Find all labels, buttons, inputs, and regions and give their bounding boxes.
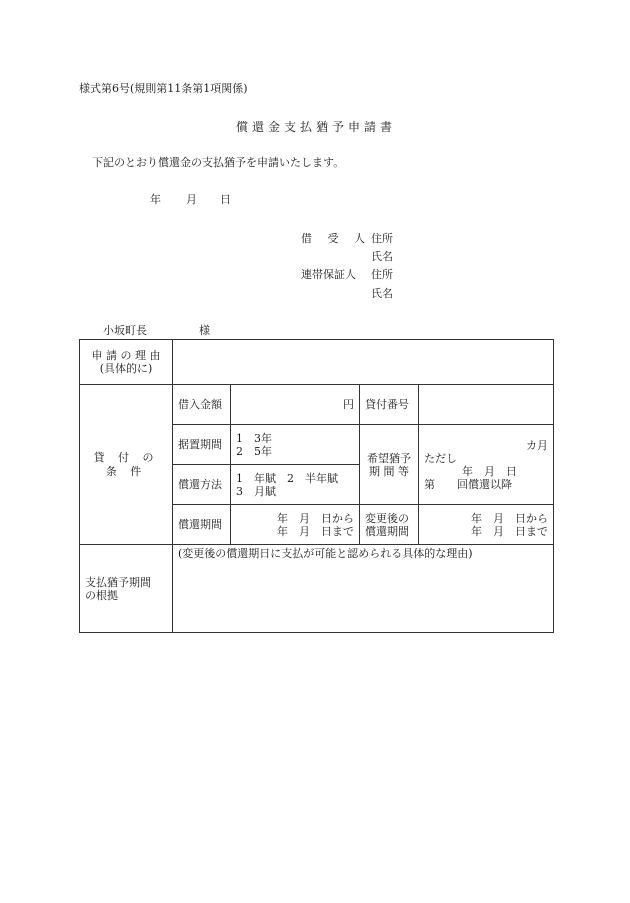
new-period-input[interactable]: [419, 505, 554, 545]
reason-row: [80, 340, 554, 385]
basis-note: (変更後の償還期日に支払が可能と認められる具体的な理由): [178, 547, 473, 560]
borrower-name-label: 氏名: [371, 250, 393, 263]
after-change-label-cell: [360, 505, 419, 545]
after-change-label: 変更後の: [365, 511, 409, 525]
repay-period-from: 年 月 日から: [277, 511, 354, 525]
basis-label-cell: [80, 545, 173, 633]
form-number: 様式第6号(規則第11条第1項関係): [79, 82, 248, 95]
borrower-label: 借 受 人: [301, 232, 371, 245]
desired-period-input[interactable]: [419, 425, 554, 505]
loan-amount-row: [80, 385, 554, 425]
date-day-label: 日: [220, 193, 231, 206]
months-unit: カ月: [526, 438, 548, 452]
reason-label-cell: [80, 340, 173, 385]
date-month-label: 月: [186, 193, 197, 206]
borrower-address-label: 住所: [371, 232, 393, 245]
document-title: 償還金支払猶予申請書: [236, 120, 397, 134]
desired-period-sub-label: 期 間 等: [369, 464, 409, 478]
reason-input-cell[interactable]: [173, 340, 554, 385]
addressee-name: 小坂町長: [103, 324, 147, 337]
deferment-options[interactable]: [231, 425, 360, 465]
conditions-label: 貸 付 の 条 件: [80, 385, 173, 545]
basis-sub-label: の根拠: [85, 588, 118, 602]
addressee-honorific: 様: [199, 324, 210, 337]
after-change-sub-label: 償還期間: [365, 524, 409, 538]
application-table: [79, 339, 554, 633]
repayment-ordinal-suffix: 回償還以降: [457, 477, 512, 491]
basis-input-cell[interactable]: [173, 545, 554, 633]
deferment-option-2: 2 5年: [236, 444, 272, 458]
repay-period-input[interactable]: [231, 505, 360, 545]
new-period-to: 年 月 日まで: [471, 524, 548, 538]
repayment-ordinal-prefix: 第: [424, 477, 435, 491]
loan-number-label: 貸付番号: [360, 385, 419, 425]
guarantor-name-label: 氏名: [371, 287, 393, 300]
repay-period-to: 年 月 日まで: [277, 524, 354, 538]
reason-sub-label: (具体的に): [99, 362, 153, 375]
intro-text: 下記のとおり償還金の支払猶予を申請いたします。: [92, 156, 345, 169]
desired-period-label: 希望猶予: [367, 451, 411, 465]
guarantor-label: 連帯保証人: [301, 268, 356, 281]
date-year-label: 年: [150, 193, 161, 206]
loan-amount-label: 借入金額: [173, 385, 231, 425]
loan-number-input[interactable]: [419, 385, 554, 425]
loan-amount-input[interactable]: [231, 385, 360, 425]
desired-period-label-cell: [360, 425, 419, 505]
new-period-from: 年 月 日から: [471, 511, 548, 525]
however-text: ただし: [424, 451, 457, 465]
repay-method-line-2: 3 月賦: [236, 484, 276, 498]
deferment-option-1: 1 3年: [236, 431, 272, 445]
deferment-label: 据置期間: [173, 425, 231, 465]
repay-method-label: 償還方法: [173, 465, 231, 505]
reason-label: 申 請 の 理 由: [91, 349, 161, 362]
repay-method-options[interactable]: [231, 465, 360, 505]
repay-period-label: 償還期間: [173, 505, 231, 545]
guarantor-address-label: 住所: [371, 268, 393, 281]
however-date: 年 月 日: [462, 464, 517, 478]
yen-unit: 円: [343, 397, 354, 411]
repay-method-line-1: 1 年賦 2 半年賦: [236, 471, 338, 485]
basis-label: 支払猶予期間: [85, 575, 151, 589]
basis-row: [80, 545, 554, 633]
